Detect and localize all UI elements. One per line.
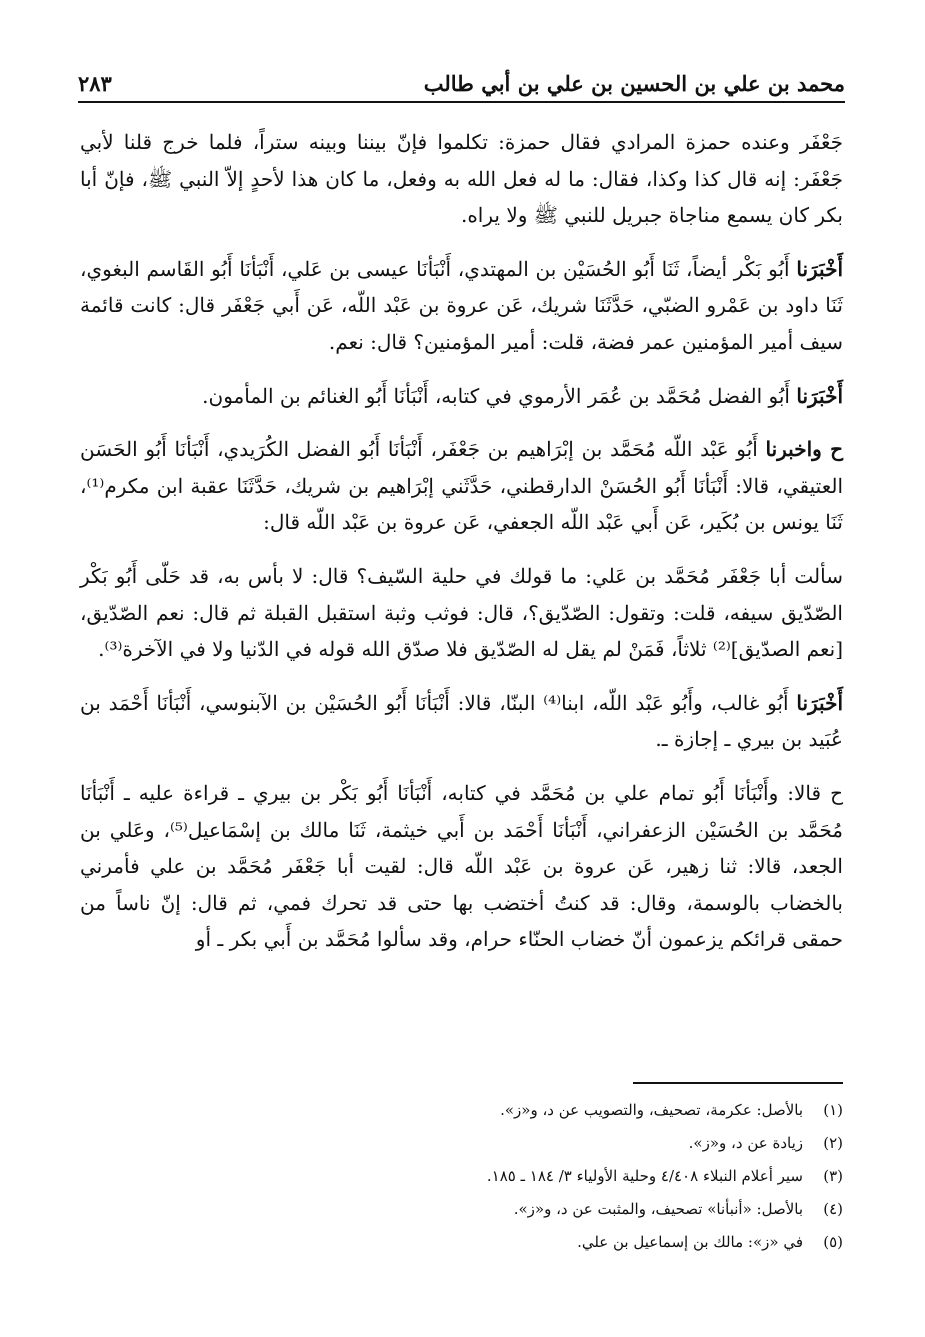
paragraph-text: ح قالا: وأَنْبَأنَا أَبُو تمام علي بن مُحَمَّد في كتابه، أَنْبَأنَا أَبُو بَكْر بن بيري ـ قراءة عليه ـ أَنْبَأنَا مُحَمَّد بن الحُسَيْن الزعفراني، أَنْبَأنَا أَحْمَد بن أَبي خيثمة، ثَنَا مالك بن إسْمَاعيل⁽⁵⁾، وعَلي بن الجعد، قالا: ثنا زهير، عَن عروة بن عَبْد اللّه قال: لقيت أبا جَعْفَر مُحَمَّد بن علي فأمرني بالخضاب بالوسمة، وقال: قد كنتُ أختضب بها حتى قد تحرك فمي، ثم قال: إنّ ناساً من حمقى قرائكم يزعمون أنّ خضاب الحنّاء حرام، وقد سألوا مُحَمَّد بن أَبي بكر ـ أو bbox=[80, 780, 843, 952]
paragraph-text: أَبُو الفضل مُحَمَّد بن عُمَر الأرموي في كتابه، أَنْبَأنَا أَبُو الغنائم بن المأمون. bbox=[202, 383, 790, 408]
paragraph-lead: أَخْبَرَنا bbox=[796, 383, 843, 408]
paragraph-text: جَعْفَر وعنده حمزة المرادي فقال حمزة: تكلموا فإنّ بيننا وبينه ستراً، فلما خرج قلنا لأبي جَعْفَر: إنه قال كذا وكذا، فقال: ما له فعل الله به وفعل، ما كان هذا لأحدٍ إلاّ النبي ﷺ، فإنّ أبا بكر كان يسمع مناجاة جبريل للنبي ﷺ ولا يراه. bbox=[80, 130, 844, 228]
footnote-number: (٤) bbox=[823, 1200, 843, 1218]
footnote-number: (٢) bbox=[823, 1134, 843, 1152]
footnote bbox=[80, 1226, 843, 1259]
footnote-number: (٥) bbox=[823, 1233, 843, 1251]
footnote-text: بالأصل: عكرمة، تصحيف، والتصويب عن د، و«ز». bbox=[500, 1101, 803, 1119]
paragraph-text: سألت أبا جَعْفَر مُحَمَّد بن عَلي: ما قولك في حلية السّيف؟ قال: لا بأس به، قد حَلّى أَبُو بَكْر الصّدّيق سيفه، قلت: وتقول: الصّدّيق؟، قال: فوثب وثبة استقبل القبلة ثم قال: نعم الصّدّيق، [نعم الصدّيق]⁽²⁾ ثلاثاً، فَمَنْ لم يقل له الصّدّيق فلا صدّق الله قوله في الدّنيا ولا في الآخرة⁽³⁾. bbox=[80, 563, 843, 662]
footnote bbox=[80, 1094, 843, 1127]
paragraph-4 bbox=[80, 431, 843, 541]
footnote bbox=[80, 1127, 843, 1160]
footnote-number: (٣) bbox=[823, 1167, 843, 1185]
paragraph-lead: ح واخبرنا bbox=[765, 437, 843, 462]
paragraph-6 bbox=[80, 685, 843, 758]
running-header bbox=[78, 58, 845, 96]
footnote-text: زيادة عن د، و«ز». bbox=[688, 1134, 803, 1152]
paragraph-1 bbox=[80, 124, 843, 234]
header-rule bbox=[78, 101, 845, 103]
paragraph-text: أَبُو غالب، وأَبُو عَبْد اللّه، ابنا⁽⁴⁾ البنّا، قالا: أَنْبَأنَا أَبُو الحُسَيْن بن الآبنوسي، أَنْبَأنَا أَحْمَد بن عُبَيد بن بيري ـ إجازة ـ. bbox=[80, 690, 843, 752]
paragraph-3 bbox=[80, 378, 843, 415]
paragraph-text: أَبُو بَكْر أيضاً، ثَنَا أَبُو الحُسَيْن بن المهتدي، أَنْبَأنَا عيسى بن عَلي، أَنْبَأنَا أَبُو القَاسم البغوي، ثَنَا داود بن عَمْرو الضبّي، حَدَّثَنَا شريك، عَن عروة بن عَبْد اللّه، عَن أَبي جَعْفَر قال: كانت قائمة سيف أمير المؤمنين عمر فضة، قلت: أمير المؤمنين؟ قال: نعم. bbox=[80, 256, 843, 354]
paragraph-2 bbox=[80, 251, 843, 361]
footnotes bbox=[80, 1094, 843, 1259]
running-title: محمد بن علي بن الحسين بن علي بن أبي طالب bbox=[423, 71, 845, 96]
paragraph-lead: أَخْبَرَنا bbox=[796, 256, 844, 281]
footnote bbox=[80, 1193, 843, 1226]
paragraph-text: أَبُو عَبْد اللّه مُحَمَّد بن إبْرَاهيم بن جَعْفَر، أَنْبَأنَا أَبُو الفضل الكُرَيدي، أَنْبَأنَا أَبُو الحَسَن العتيقي، قالا: أَنْبَأنَا أَبُو الحُسَنْ الدارقطني، حَدَّثَني إبْرَاهيم بن شريك، حَدَّثَنَا عقبة ابن مكرم⁽¹⁾، ثَنَا يونس بن بُكَير، عَن أَبي عَبْد اللّه الجعفي، عَن عروة بن عَبْد اللّه قال: bbox=[80, 437, 843, 535]
footnote-text: بالأصل: «أنبأنا» تصحيف، والمثبت عن د، و«ز». bbox=[513, 1200, 803, 1218]
paragraph-5 bbox=[80, 558, 843, 668]
paragraph-lead: أَخْبَرَنا bbox=[796, 690, 843, 715]
page-number: ٢٨٣ bbox=[78, 71, 112, 96]
footnote-text: سير أعلام النبلاء ٤/٤٠٨ وحلية الأولياء ٣/ ١٨٤ ـ ١٨٥. bbox=[486, 1167, 803, 1185]
main-text bbox=[80, 124, 843, 975]
footnote-rule bbox=[633, 1082, 843, 1084]
paragraph-7 bbox=[80, 775, 843, 958]
footnote-number: (١) bbox=[823, 1101, 843, 1119]
footnote bbox=[80, 1160, 843, 1193]
footnote-text: في «ز»: مالك بن إسماعيل بن علي. bbox=[577, 1233, 803, 1251]
